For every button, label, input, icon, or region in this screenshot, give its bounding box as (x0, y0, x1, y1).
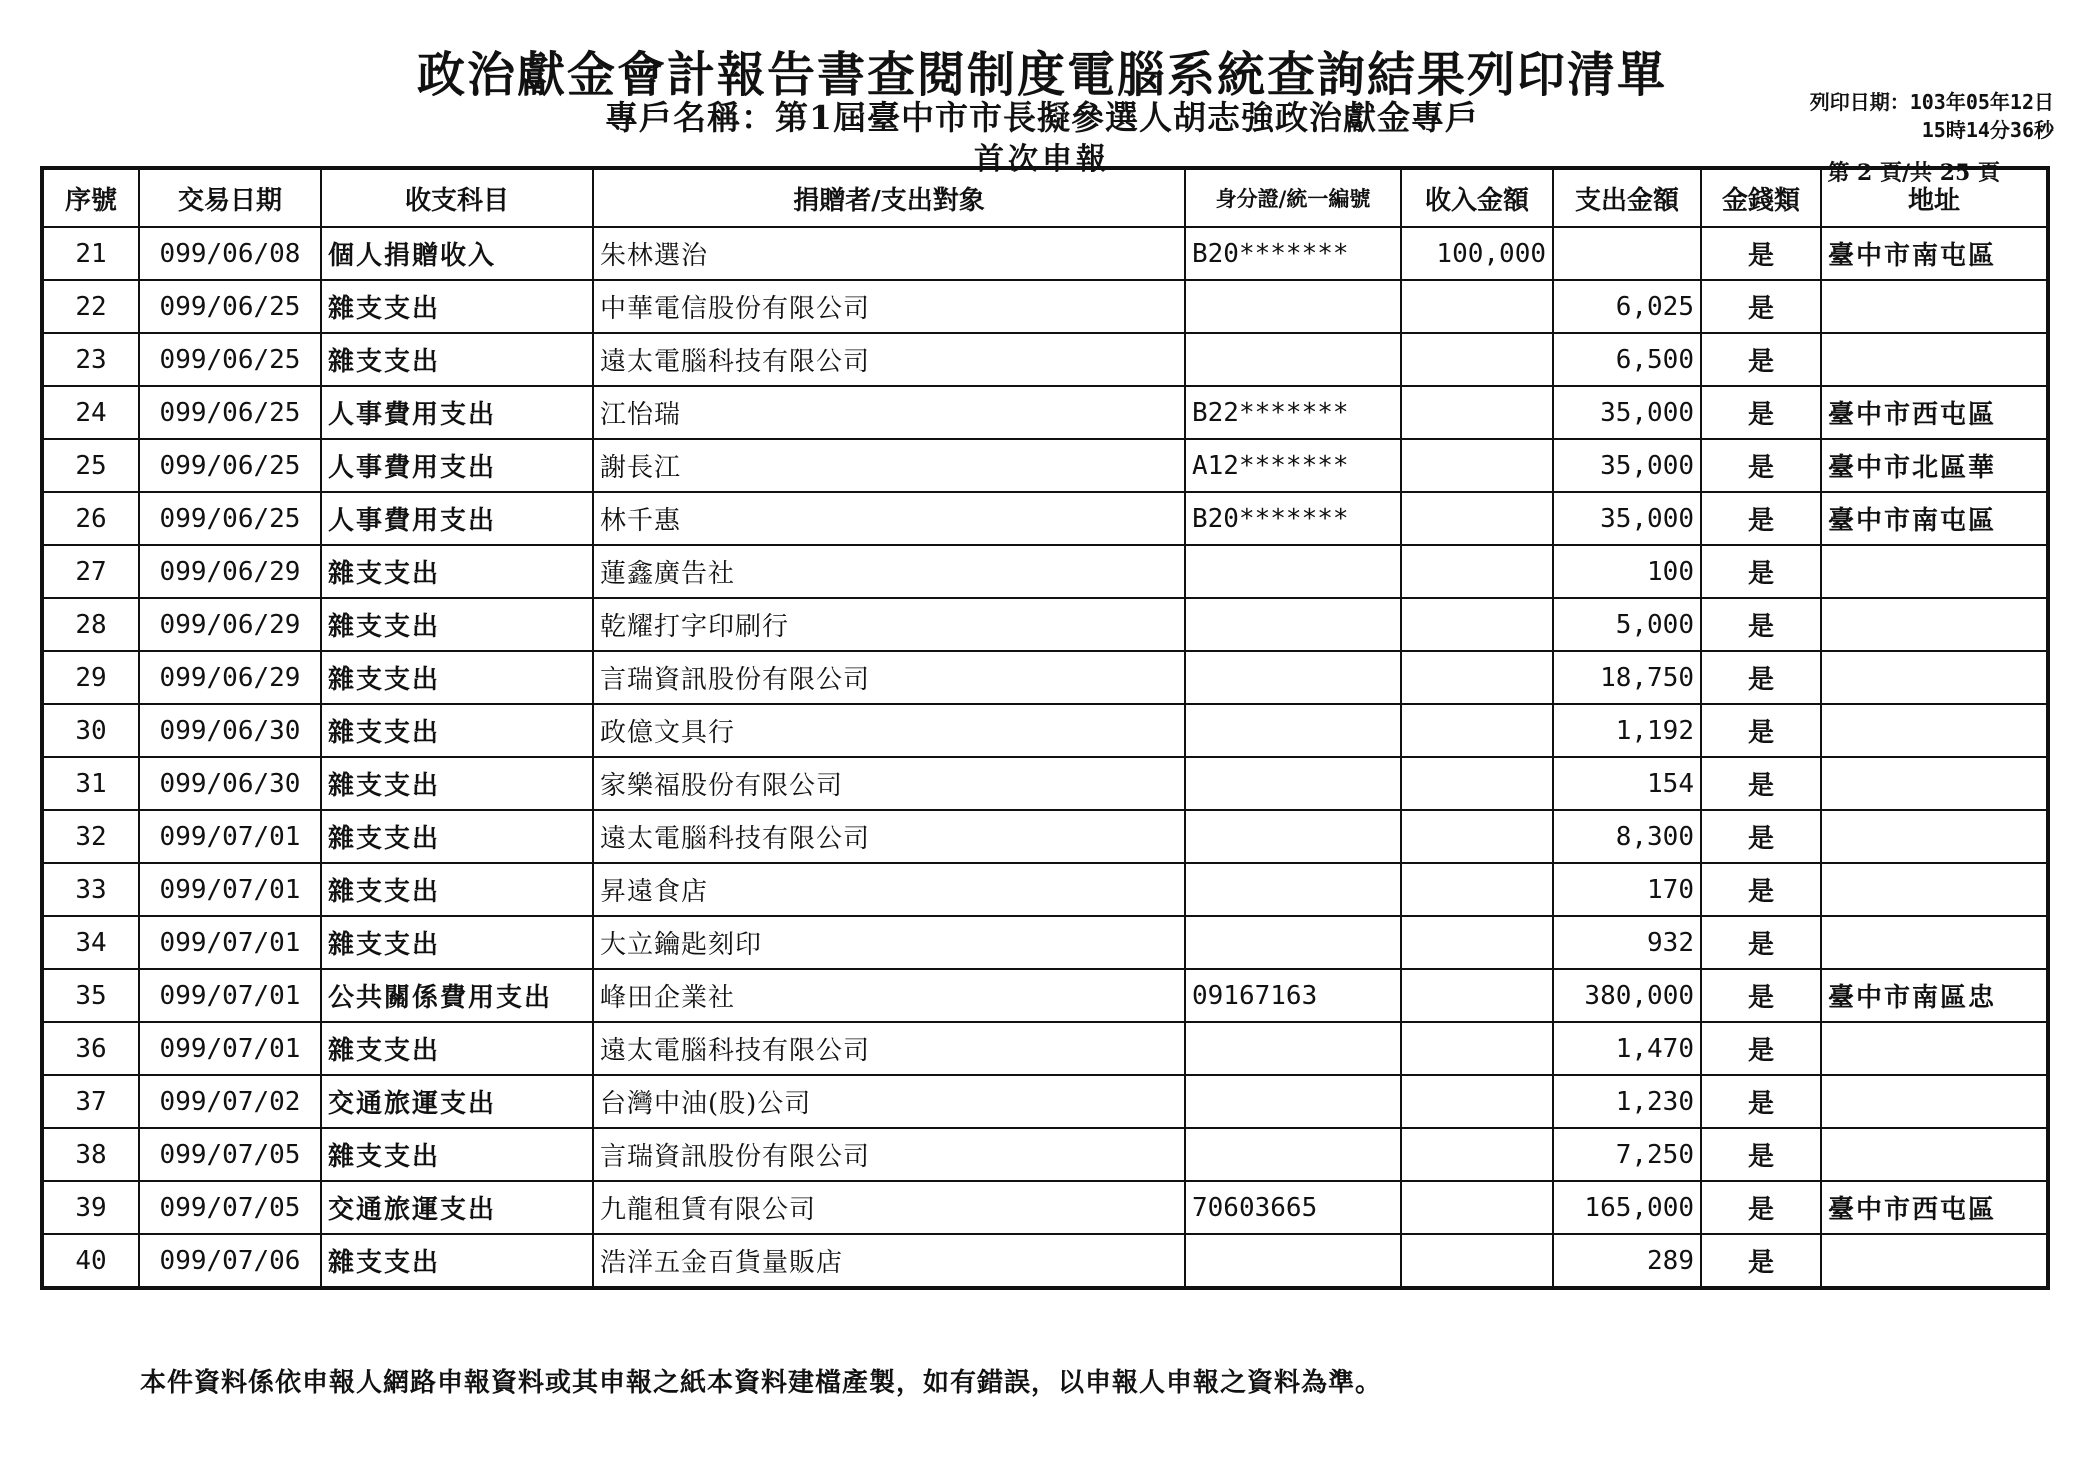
cell-seq: 26 (42, 492, 139, 545)
table-header-row (42, 168, 2048, 227)
table-row (42, 1022, 2048, 1075)
cell-expense: 35,000 (1553, 492, 1701, 545)
cell-id (1185, 1022, 1401, 1075)
cell-id (1185, 704, 1401, 757)
table-row (42, 757, 2048, 810)
cell-date: 099/06/25 (139, 333, 321, 386)
cell-address (1821, 1234, 2048, 1288)
cell-id (1185, 1075, 1401, 1128)
col-header-income: 收入金額 (1401, 168, 1553, 227)
cell-category: 雜支支出 (321, 333, 593, 386)
cell-income (1401, 492, 1553, 545)
page-info: 第 2 頁/共 25 頁 (1827, 160, 2000, 186)
cell-category: 交通旅運支出 (321, 1181, 593, 1234)
ledger-body (42, 227, 2048, 1288)
cell-cash: 是 (1701, 1075, 1821, 1128)
cell-party: 言瑞資訊股份有限公司 (593, 1128, 1185, 1181)
cell-income (1401, 704, 1553, 757)
cell-cash: 是 (1701, 863, 1821, 916)
cell-id: 70603665 (1185, 1181, 1401, 1234)
cell-cash: 是 (1701, 704, 1821, 757)
cell-id (1185, 651, 1401, 704)
cell-date: 099/06/25 (139, 386, 321, 439)
cell-income (1401, 1022, 1553, 1075)
cell-income (1401, 280, 1553, 333)
cell-id (1185, 1128, 1401, 1181)
cell-seq: 22 (42, 280, 139, 333)
cell-party: 遠太電腦科技有限公司 (593, 1022, 1185, 1075)
cell-id (1185, 810, 1401, 863)
table-row (42, 280, 2048, 333)
cell-party: 中華電信股份有限公司 (593, 280, 1185, 333)
table-row (42, 1075, 2048, 1128)
table-row (42, 1128, 2048, 1181)
cell-category: 人事費用支出 (321, 386, 593, 439)
cell-date: 099/06/29 (139, 651, 321, 704)
cell-income (1401, 916, 1553, 969)
cell-cash: 是 (1701, 1234, 1821, 1288)
cell-address (1821, 1128, 2048, 1181)
cell-seq: 25 (42, 439, 139, 492)
cell-party: 遠太電腦科技有限公司 (593, 810, 1185, 863)
cell-id (1185, 598, 1401, 651)
cell-income (1401, 757, 1553, 810)
cell-seq: 37 (42, 1075, 139, 1128)
cell-party: 台灣中油(股)公司 (593, 1075, 1185, 1128)
cell-income (1401, 863, 1553, 916)
account-name: 專戶名稱：第1屆臺中市市長擬參選人胡志強政治獻金專戶 (605, 98, 1479, 137)
cell-expense: 1,470 (1553, 1022, 1701, 1075)
cell-address (1821, 280, 2048, 333)
table-row (42, 1234, 2048, 1288)
cell-income (1401, 333, 1553, 386)
table-row (42, 863, 2048, 916)
cell-income (1401, 1181, 1553, 1234)
cell-id (1185, 545, 1401, 598)
cell-expense: 165,000 (1553, 1181, 1701, 1234)
cell-cash: 是 (1701, 810, 1821, 863)
cell-address: 臺中市南區忠 (1821, 969, 2048, 1022)
cell-expense: 100 (1553, 545, 1701, 598)
col-header-seq: 序號 (42, 168, 139, 227)
cell-income (1401, 651, 1553, 704)
cell-address (1821, 1022, 2048, 1075)
table-row (42, 439, 2048, 492)
cell-cash: 是 (1701, 1128, 1821, 1181)
cell-party: 乾耀打字印刷行 (593, 598, 1185, 651)
cell-expense: 170 (1553, 863, 1701, 916)
cell-expense: 5,000 (1553, 598, 1701, 651)
cell-income (1401, 439, 1553, 492)
cell-party: 蓮鑫廣告社 (593, 545, 1185, 598)
cell-expense: 1,230 (1553, 1075, 1701, 1128)
cell-seq: 34 (42, 916, 139, 969)
cell-seq: 35 (42, 969, 139, 1022)
cell-party: 九龍租賃有限公司 (593, 1181, 1185, 1234)
cell-party: 家樂福股份有限公司 (593, 757, 1185, 810)
cell-id: B20******* (1185, 227, 1401, 280)
cell-date: 099/07/01 (139, 1022, 321, 1075)
report-title: 政治獻金會計報告書查閱制度電腦系統查詢結果列印清單 (416, 47, 1667, 103)
cell-seq: 36 (42, 1022, 139, 1075)
cell-id (1185, 916, 1401, 969)
print-date-line1: 列印日期：103年05年12日 (1809, 90, 2054, 114)
cell-cash: 是 (1701, 1181, 1821, 1234)
cell-income (1401, 969, 1553, 1022)
cell-cash: 是 (1701, 439, 1821, 492)
cell-expense: 8,300 (1553, 810, 1701, 863)
cell-income (1401, 386, 1553, 439)
cell-expense: 154 (1553, 757, 1701, 810)
cell-category: 雜支支出 (321, 545, 593, 598)
cell-id (1185, 333, 1401, 386)
cell-cash: 是 (1701, 757, 1821, 810)
table-row (42, 1181, 2048, 1234)
col-header-id: 身分證/統一編號 (1185, 168, 1401, 227)
cell-date: 099/06/25 (139, 280, 321, 333)
cell-seq: 32 (42, 810, 139, 863)
cell-cash: 是 (1701, 386, 1821, 439)
col-header-expense: 支出金額 (1553, 168, 1701, 227)
cell-cash: 是 (1701, 916, 1821, 969)
cell-category: 雜支支出 (321, 1022, 593, 1075)
cell-cash: 是 (1701, 227, 1821, 280)
col-header-category: 收支科目 (321, 168, 593, 227)
cell-expense: 35,000 (1553, 386, 1701, 439)
cell-address (1821, 333, 2048, 386)
table-row (42, 651, 2048, 704)
print-date-line2: 15時14分36秒 (1921, 118, 2054, 142)
table-row (42, 386, 2048, 439)
cell-id (1185, 863, 1401, 916)
cell-date: 099/07/01 (139, 863, 321, 916)
cell-date: 099/07/05 (139, 1181, 321, 1234)
cell-date: 099/06/29 (139, 545, 321, 598)
cell-party: 浩洋五金百貨量販店 (593, 1234, 1185, 1288)
cell-expense: 1,192 (1553, 704, 1701, 757)
cell-income: 100,000 (1401, 227, 1553, 280)
cell-income (1401, 1128, 1553, 1181)
col-header-cash: 金錢類 (1701, 168, 1821, 227)
cell-date: 099/06/30 (139, 757, 321, 810)
table-row (42, 598, 2048, 651)
cell-category: 雜支支出 (321, 757, 593, 810)
cell-cash: 是 (1701, 1022, 1821, 1075)
cell-cash: 是 (1701, 545, 1821, 598)
cell-address (1821, 704, 2048, 757)
cell-date: 099/06/25 (139, 439, 321, 492)
cell-party: 謝長江 (593, 439, 1185, 492)
print-date (1810, 88, 2054, 144)
cell-seq: 23 (42, 333, 139, 386)
cell-seq: 40 (42, 1234, 139, 1288)
col-header-party: 捐贈者/支出對象 (593, 168, 1185, 227)
cell-date: 099/07/05 (139, 1128, 321, 1181)
cell-category: 雜支支出 (321, 651, 593, 704)
cell-address (1821, 916, 2048, 969)
cell-address (1821, 863, 2048, 916)
cell-category: 人事費用支出 (321, 439, 593, 492)
cell-seq: 31 (42, 757, 139, 810)
cell-cash: 是 (1701, 492, 1821, 545)
cell-party: 大立鑰匙刻印 (593, 916, 1185, 969)
cell-party: 江怡瑞 (593, 386, 1185, 439)
cell-id (1185, 757, 1401, 810)
table-row (42, 333, 2048, 386)
cell-address (1821, 757, 2048, 810)
cell-cash: 是 (1701, 969, 1821, 1022)
cell-id: B20******* (1185, 492, 1401, 545)
cell-party: 朱林選治 (593, 227, 1185, 280)
cell-category: 公共關係費用支出 (321, 969, 593, 1022)
cell-id: 09167163 (1185, 969, 1401, 1022)
cell-id: B22******* (1185, 386, 1401, 439)
cell-party: 林千惠 (593, 492, 1185, 545)
table-row (42, 704, 2048, 757)
cell-date: 099/06/08 (139, 227, 321, 280)
footer-note: 本件資料係依申報人網路申報資料或其申報之紙本資料建檔產製，如有錯誤，以申報人申報之資料為準。 (140, 1368, 1383, 1398)
cell-party: 峰田企業社 (593, 969, 1185, 1022)
table-row (42, 227, 2048, 280)
cell-category: 雜支支出 (321, 810, 593, 863)
cell-date: 099/06/29 (139, 598, 321, 651)
cell-date: 099/07/01 (139, 916, 321, 969)
cell-income (1401, 1234, 1553, 1288)
cell-expense: 6,500 (1553, 333, 1701, 386)
cell-seq: 27 (42, 545, 139, 598)
cell-address (1821, 598, 2048, 651)
cell-address (1821, 810, 2048, 863)
cell-address (1821, 545, 2048, 598)
col-header-date: 交易日期 (139, 168, 321, 227)
table-row (42, 810, 2048, 863)
cell-seq: 39 (42, 1181, 139, 1234)
cell-expense: 932 (1553, 916, 1701, 969)
cell-category: 雜支支出 (321, 280, 593, 333)
cell-seq: 30 (42, 704, 139, 757)
cell-date: 099/07/06 (139, 1234, 321, 1288)
cell-category: 個人捐贈收入 (321, 227, 593, 280)
cell-address (1821, 1075, 2048, 1128)
cell-seq: 29 (42, 651, 139, 704)
cell-category: 雜支支出 (321, 916, 593, 969)
table-row (42, 545, 2048, 598)
table-row (42, 492, 2048, 545)
cell-expense: 18,750 (1553, 651, 1701, 704)
cell-cash: 是 (1701, 333, 1821, 386)
cell-income (1401, 1075, 1553, 1128)
cell-seq: 33 (42, 863, 139, 916)
cell-income (1401, 545, 1553, 598)
cell-expense: 289 (1553, 1234, 1701, 1288)
cell-date: 099/06/30 (139, 704, 321, 757)
cell-category: 雜支支出 (321, 1128, 593, 1181)
report-type: 首次申報 (974, 142, 1110, 177)
cell-income (1401, 598, 1553, 651)
cell-category: 人事費用支出 (321, 492, 593, 545)
ledger-table (40, 166, 2050, 1290)
cell-date: 099/06/25 (139, 492, 321, 545)
cell-date: 099/07/01 (139, 969, 321, 1022)
cell-party: 昇遠食店 (593, 863, 1185, 916)
cell-date: 099/07/01 (139, 810, 321, 863)
col-header-address: 地址 (1821, 168, 2048, 227)
cell-party: 言瑞資訊股份有限公司 (593, 651, 1185, 704)
cell-id (1185, 1234, 1401, 1288)
cell-address: 臺中市南屯區 (1821, 492, 2048, 545)
cell-address (1821, 651, 2048, 704)
cell-seq: 38 (42, 1128, 139, 1181)
cell-expense: 6,025 (1553, 280, 1701, 333)
cell-cash: 是 (1701, 280, 1821, 333)
cell-id (1185, 280, 1401, 333)
table-row (42, 969, 2048, 1022)
cell-address: 臺中市北區華 (1821, 439, 2048, 492)
cell-seq: 24 (42, 386, 139, 439)
cell-id: A12******* (1185, 439, 1401, 492)
cell-address: 臺中市西屯區 (1821, 1181, 2048, 1234)
cell-seq: 21 (42, 227, 139, 280)
cell-expense: 7,250 (1553, 1128, 1701, 1181)
cell-category: 雜支支出 (321, 863, 593, 916)
cell-expense: 35,000 (1553, 439, 1701, 492)
cell-category: 雜支支出 (321, 598, 593, 651)
cell-cash: 是 (1701, 651, 1821, 704)
table-row (42, 916, 2048, 969)
cell-date: 099/07/02 (139, 1075, 321, 1128)
cell-cash: 是 (1701, 598, 1821, 651)
cell-seq: 28 (42, 598, 139, 651)
cell-category: 雜支支出 (321, 704, 593, 757)
cell-expense: 380,000 (1553, 969, 1701, 1022)
cell-address: 臺中市西屯區 (1821, 386, 2048, 439)
cell-income (1401, 810, 1553, 863)
cell-party: 遠太電腦科技有限公司 (593, 333, 1185, 386)
cell-party: 政億文具行 (593, 704, 1185, 757)
cell-expense (1553, 227, 1701, 280)
cell-category: 交通旅運支出 (321, 1075, 593, 1128)
cell-address: 臺中市南屯區 (1821, 227, 2048, 280)
cell-category: 雜支支出 (321, 1234, 593, 1288)
